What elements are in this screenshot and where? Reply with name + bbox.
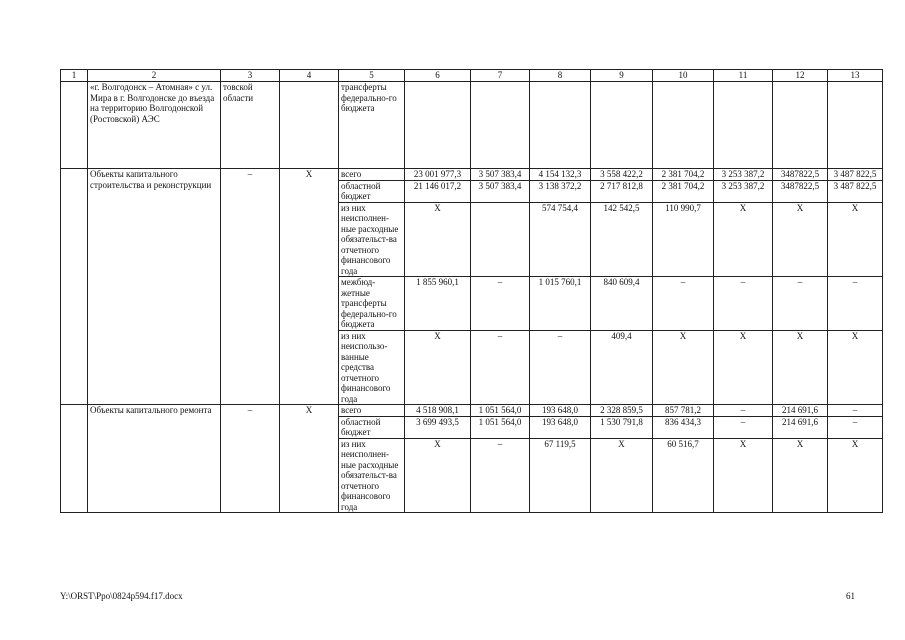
continuation-row xyxy=(61,82,883,169)
value-cell: Х xyxy=(773,330,828,405)
value-cell: 3 138 372,2 xyxy=(530,180,591,202)
value-cell: 67 119,5 xyxy=(530,438,591,513)
source-label: трансферты федерально-го бюджета xyxy=(339,82,405,169)
value-cell: Х xyxy=(828,202,883,277)
value-cell: – xyxy=(653,277,714,331)
header-cell: 4 xyxy=(280,70,339,82)
value-cell: 23 001 977,3 xyxy=(405,169,471,181)
value-cell: Х xyxy=(714,438,773,513)
value-cell: 3 487 822,5 xyxy=(828,169,883,181)
value-cell: – xyxy=(471,330,530,405)
header-cell: 10 xyxy=(653,70,714,82)
value-cell: 2 328 859,5 xyxy=(591,405,653,417)
value-cell: Х xyxy=(828,438,883,513)
value-cell: 3 253 387,2 xyxy=(714,169,773,181)
value-cell: 4 518 908,1 xyxy=(405,405,471,417)
source-label: из них неиспользо-ванные средства отчетного финансового года xyxy=(339,330,405,405)
value-cell: – xyxy=(530,330,591,405)
value-cell: 3 558 422,2 xyxy=(591,169,653,181)
source-label: всего xyxy=(339,169,405,181)
file-path: Y:\ORST\Ppo\0824p594.f17.docx xyxy=(60,591,183,601)
value-cell: – xyxy=(828,405,883,417)
region-cell: товской области xyxy=(221,82,280,169)
value-cell: Х xyxy=(591,438,653,513)
col4-cell: Х xyxy=(280,169,339,405)
value-cell: 4 154 132,3 xyxy=(530,169,591,181)
value-cell: Х xyxy=(405,330,471,405)
value-cell: 193 648,0 xyxy=(530,416,591,438)
value-cell: 574 754,4 xyxy=(530,202,591,277)
value-cell: – xyxy=(471,277,530,331)
value-cell: Х xyxy=(828,330,883,405)
header-cell: 6 xyxy=(405,70,471,82)
value-cell: 3 699 493,5 xyxy=(405,416,471,438)
value-cell: Х xyxy=(773,202,828,277)
value-cell: Х xyxy=(405,202,471,277)
value-cell: – xyxy=(714,405,773,417)
value-cell: 3 253 387,2 xyxy=(714,180,773,202)
source-label: из них неисполнен-ные расходные обязательст-ва отчетного финансового года xyxy=(339,202,405,277)
value-cell: 3 487 822,5 xyxy=(828,180,883,202)
source-label: межбюд-жетные трансферты федерально-го бюджета xyxy=(339,277,405,331)
object-name: «г. Волгодонск – Атомная» с ул. Мира в г. Волгодонске до въезда на территорию Волгодонской (Ростовской) АЭС xyxy=(88,82,221,169)
header-cell: 8 xyxy=(530,70,591,82)
header-cell: 1 xyxy=(61,70,88,82)
value-cell: 1 855 960,1 xyxy=(405,277,471,331)
header-row xyxy=(61,70,883,82)
value-cell: – xyxy=(828,416,883,438)
value-cell: – xyxy=(714,277,773,331)
value-cell: 857 781,2 xyxy=(653,405,714,417)
value-cell: – xyxy=(828,277,883,331)
group-name: Объекты капитального строительства и реконструкции xyxy=(88,169,221,405)
value-cell: 1 051 564,0 xyxy=(471,416,530,438)
value-cell: 142 542,5 xyxy=(591,202,653,277)
source-label: всего xyxy=(339,405,405,417)
value-cell: Х xyxy=(653,330,714,405)
value-cell: – xyxy=(471,438,530,513)
source-label: из них неисполнен-ные расходные обязательст-ва отчетного финансового года xyxy=(339,438,405,513)
header-cell: 11 xyxy=(714,70,773,82)
header-cell: 2 xyxy=(88,70,221,82)
value-cell: 3 507 383,4 xyxy=(471,180,530,202)
source-label: областной бюджет xyxy=(339,416,405,438)
value-cell: 1 530 791,8 xyxy=(591,416,653,438)
value-cell: Х xyxy=(405,438,471,513)
group-name: Объекты капитального ремонта xyxy=(88,405,221,513)
value-cell: 2 381 704,2 xyxy=(653,169,714,181)
value-cell: 3487822,5 xyxy=(773,169,828,181)
value-cell: – xyxy=(773,277,828,331)
value-cell: 836 434,3 xyxy=(653,416,714,438)
value-cell: 2 381 704,2 xyxy=(653,180,714,202)
value-cell: 110 990,7 xyxy=(653,202,714,277)
header-cell: 9 xyxy=(591,70,653,82)
value-cell: 1 051 564,0 xyxy=(471,405,530,417)
page-number: 61 xyxy=(846,591,855,601)
value-cell: Х xyxy=(714,202,773,277)
value-cell: 3 507 383,4 xyxy=(471,169,530,181)
value-cell: 1 015 760,1 xyxy=(530,277,591,331)
value-cell: 840 609,4 xyxy=(591,277,653,331)
col3-cell: – xyxy=(221,169,280,405)
header-cell: 13 xyxy=(828,70,883,82)
value-cell: 409,4 xyxy=(591,330,653,405)
value-cell: 214 691,6 xyxy=(773,405,828,417)
source-label: областной бюджет xyxy=(339,180,405,202)
value-cell: – xyxy=(714,416,773,438)
col4-cell: Х xyxy=(280,405,339,513)
table-row xyxy=(61,405,883,417)
table-row xyxy=(61,169,883,181)
header-cell: 7 xyxy=(471,70,530,82)
header-cell: 5 xyxy=(339,70,405,82)
value-cell xyxy=(471,202,530,277)
value-cell: 21 146 017,2 xyxy=(405,180,471,202)
value-cell: 60 516,7 xyxy=(653,438,714,513)
value-cell: 214 691,6 xyxy=(773,416,828,438)
value-cell: 193 648,0 xyxy=(530,405,591,417)
col3-cell: – xyxy=(221,405,280,513)
value-cell: Х xyxy=(714,330,773,405)
value-cell: 3487822,5 xyxy=(773,180,828,202)
value-cell: Х xyxy=(773,438,828,513)
budget-table xyxy=(60,69,883,513)
header-cell: 12 xyxy=(773,70,828,82)
header-cell: 3 xyxy=(221,70,280,82)
value-cell: 2 717 812,8 xyxy=(591,180,653,202)
